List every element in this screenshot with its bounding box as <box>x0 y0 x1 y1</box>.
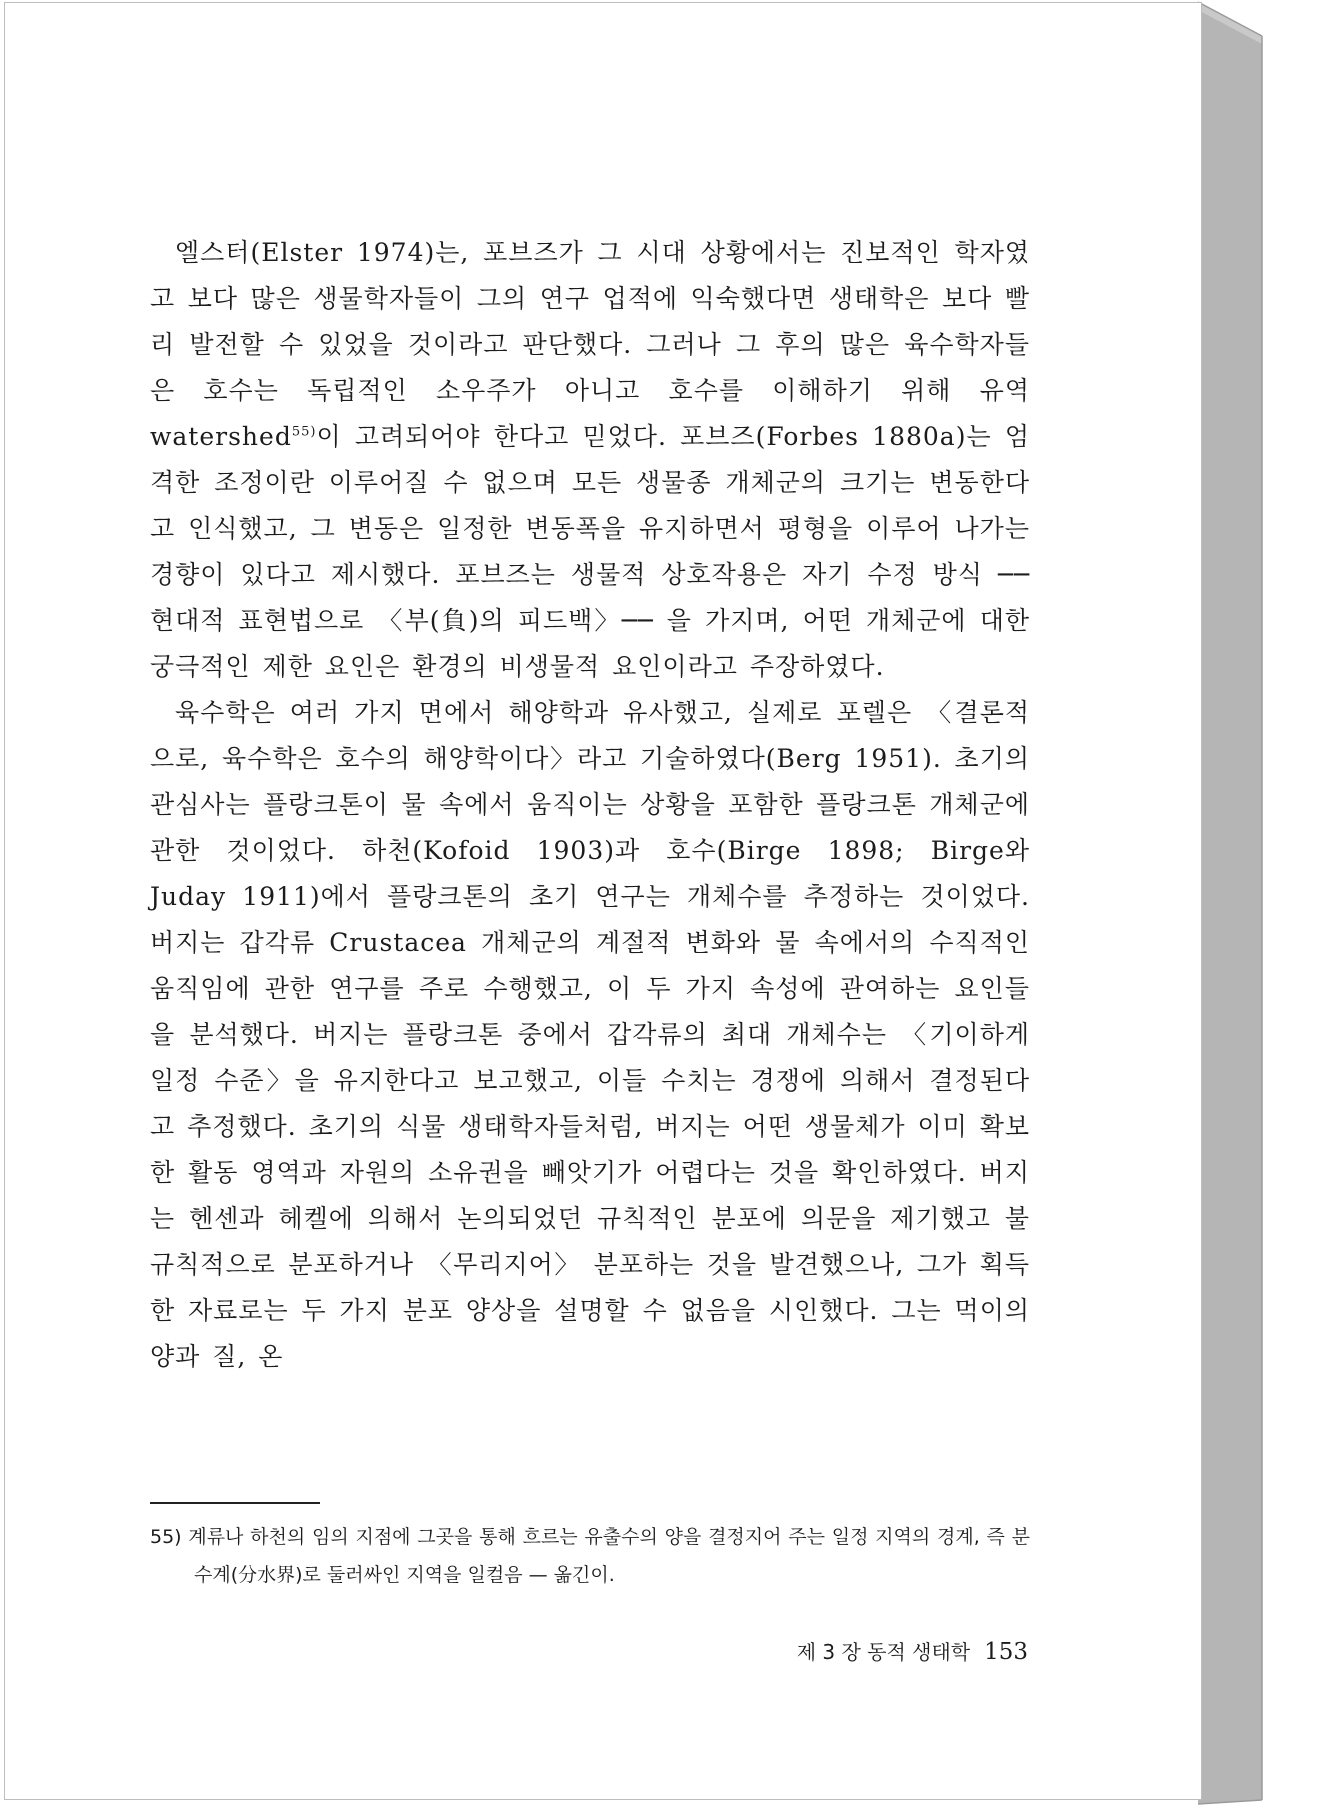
footnote-marker: 55) <box>291 424 317 440</box>
paragraph-2: 육수학은 여러 가지 면에서 해양학과 유사했고, 실제로 포렐은 〈결론적으로, 육수학은 호수의 해양학이다〉라고 기술하였다(Berg 1951). 초기의 관심사는 플랑크톤이 물 속에서 움직이는 상황을 포함한 플랑크톤 개체군에 관한 것이었다. 하천(Kofoid 1903)과 호수(Birge 1898; Birge와 Juday 1911)에서 플랑크톤의 초기 연구는 개체수를 추정하는 것이었다. 버지는 갑각류 Crustacea 개체군의 계절적 변화와 물 속에서의 수직적인 움직임에 관한 연구를 주로 수행했고, 이 두 가지 속성에 관여하는 요인들을 분석했다. 버지는 플랑크톤 중에서 갑각류의 최대 개체수는 〈기이하게 일정 수준〉을 유지한다고 보고했고, 이들 수치는 경쟁에 의해서 결정된다고 추정했다. 초기의 식물 생태학자들처럼, 버지는 어떤 생물체가 이미 확보한 활동 영역과 자원의 소유권을 빼앗기가 어렵다는 것을 확인하였다. 버지는 헨센과 헤켈에 의해서 논의되었던 규칙적인 분포에 의문을 제기했고 불규칙적으로 분포하거나 〈무리지어〉 분포하는 것을 발견했으나, 그가 획득한 자료로는 두 가지 분포 양상을 설명할 수 없음을 시인했다. 그는 먹이의 양과 질, 온 <box>150 698 1030 1371</box>
paragraph-1 <box>150 230 1030 690</box>
chapter-title: 제 3 장 동적 생태학 <box>796 1640 971 1664</box>
footnote: 55) 계류나 하천의 임의 지점에 그곳을 통해 흐르는 유출수의 양을 결정지어 주는 일정 지역의 경계, 즉 분수계(分水界)로 둘러싸인 지역을 일컬음 — 옮긴이. <box>150 1526 1030 1586</box>
paragraph-1-text-a: 엘스터(Elster 1974)는, 포브즈가 그 시대 상황에서는 진보적인 학자였고 보다 많은 생물학자들이 그의 연구 업적에 익숙했다면 생태학은 보다 빨리 발전할 수 있었을 것이라고 판단했다. 그러나 그 후의 많은 육수학자들은 호수는 독립적인 소우주가 아니고 호수를 이해하기 위해 유역 watershed <box>150 238 1030 451</box>
body-text <box>150 230 1030 1380</box>
running-footer <box>797 1636 1028 1665</box>
footnote-rule <box>150 1502 320 1504</box>
page-number: 153 <box>984 1639 1028 1665</box>
paragraph-1-text-b: 이 고려되어야 한다고 믿었다. 포브즈(Forbes 1880a)는 엄격한 조정이란 이루어질 수 없으며 모든 생물종 개체군의 크기는 변동한다고 인식했고, 그 변동은 일정한 변동폭을 유지하면서 평형을 이루어 나가는 경향이 있다고 제시했다. 포브즈는 생물적 상호작용은 자기 수정 방식 ── 현대적 표현법으로 〈부(負)의 피드백〉── 을 가지며, 어떤 개체군에 대한 궁극적인 제한 요인은 환경의 비생물적 요인이라고 주장하였다. <box>150 422 1030 681</box>
